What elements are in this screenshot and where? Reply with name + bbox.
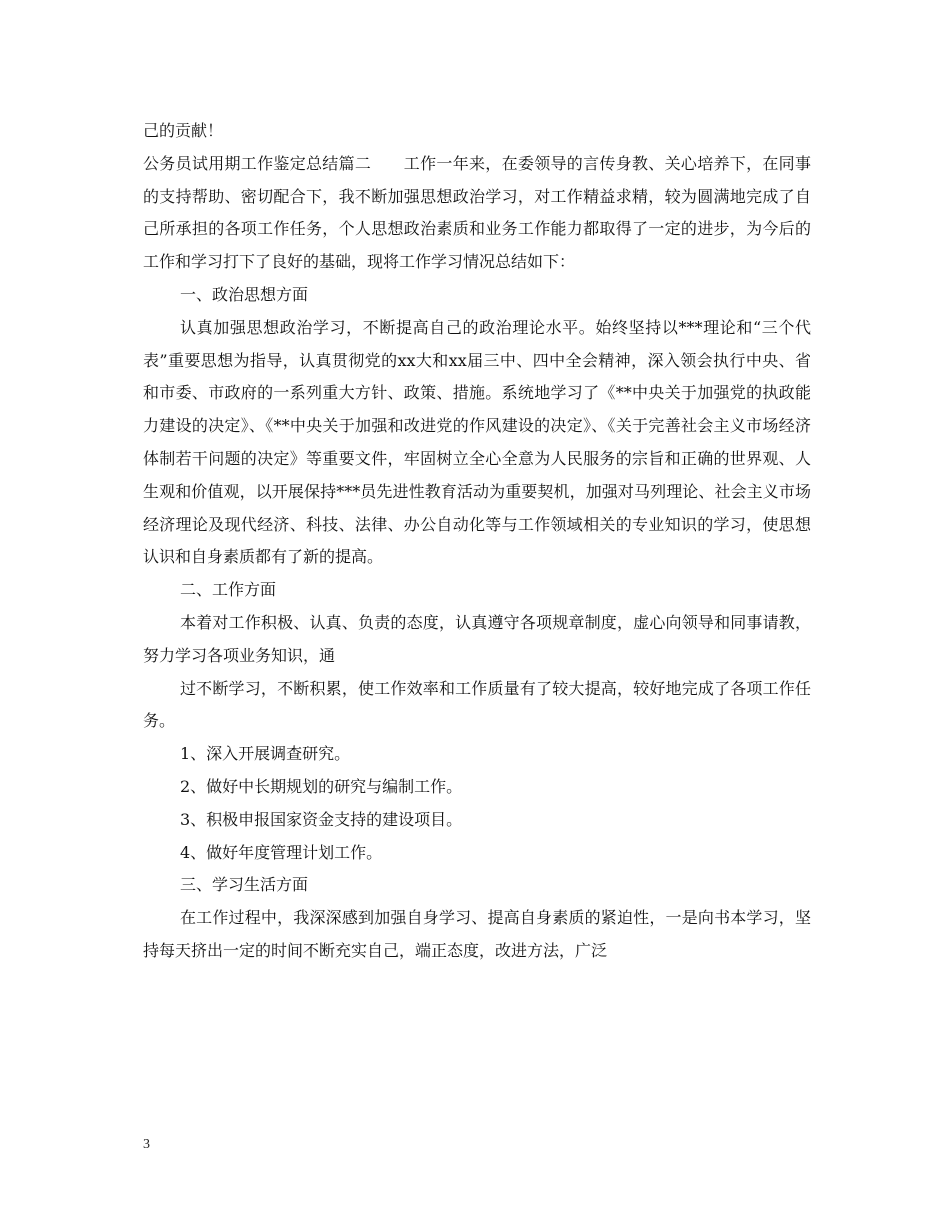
body-text: [143, 115, 811, 968]
list-item: 4、做好年度管理计划工作。: [180, 842, 383, 862]
section-heading: 一、政治思想方面: [180, 284, 309, 304]
page-number: 3: [143, 1137, 150, 1152]
paragraph: 认真加强思想政治学习，不断提高自己的政治理论水平。始终坚持以***理论和“三个代表”重要思想为指导，认真贯彻党的xx大和xx届三中、四中全会精神，深入领会执行中央、省和市委、市政府的一系列重大方针、政策、措施。系统地学习了《**中央关于加强党的执政能力建设的决定》、《**中央关于加强和改进党的作风建设的决定》、《关于完善社会主义市场经济体制若干问题的决定》等重要文件，牢固树立全心全意为人民服务的宗旨和正确的世界观、人生观和价值观，以开展保持***员先进性教育活动为重要契机，加强对马列理论、社会主义市场经济理论及现代经济、科技、法律、办公自动化等与工作领域相关的专业知识的学习，使思想认识和自身素质都有了新的提高。: [143, 317, 811, 567]
section-heading: 三、学习生活方面: [180, 875, 309, 895]
paragraph: 在工作过程中，我深深感到加强自身学习、提高自身素质的紧迫性，一是向书本学习，坚持每天挤出一定的时间不断充实自己，端正态度，改进方法，广泛: [143, 908, 811, 960]
section-heading: 二、工作方面: [180, 580, 277, 600]
paragraph: 公务员试用期工作鉴定总结篇二 工作一年来，在委领导的言传身教、关心培养下，在同事的支持帮助、密切配合下，我不断加强思想政治学习，对工作精益求精，较为圆满地完成了自己所承担的各项工作任务，个人思想政治素质和业务工作能力都取得了一定的进步，为今后的工作和学习打下了良好的基础，现将工作学习情况总结如下：: [143, 153, 811, 272]
list-item: 2、做好中长期规划的研究与编制工作。: [180, 776, 463, 796]
list-item: 1、深入开展调查研究。: [180, 744, 351, 764]
list-item: 3、积极申报国家资金支持的建设项目。: [180, 809, 463, 829]
paragraph: 己的贡献！: [143, 121, 224, 140]
paragraph: 过不断学习，不断积累，使工作效率和工作质量有了较大提高，较好地完成了各项工作任务。: [143, 678, 811, 731]
paragraph: 本着对工作积极、认真、负责的态度，认真遵守各项规章制度，虚心向领导和同事请教，努力学习各项业务知识，通: [143, 612, 811, 665]
